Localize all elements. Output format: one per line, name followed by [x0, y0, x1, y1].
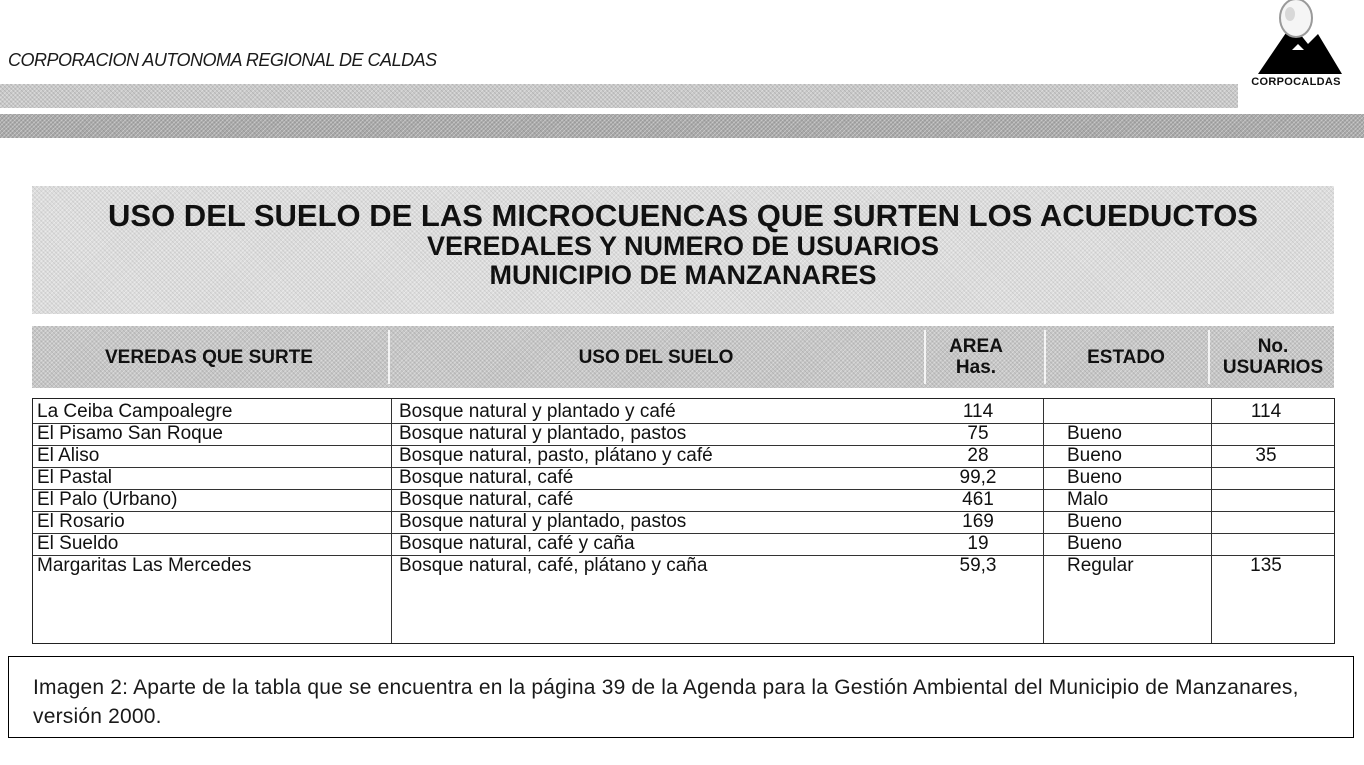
table-row — [33, 445, 1334, 468]
logo-text: CORPOCALDAS — [1251, 76, 1341, 88]
header-band-bottom — [0, 114, 1364, 138]
cell-vereda: El Pisamo San Roque — [37, 423, 223, 444]
cell-estado: Bueno — [1067, 445, 1122, 466]
data-table — [32, 398, 1335, 644]
title-line-2: VEREDALES Y NUMERO DE USUARIOS — [426, 231, 940, 261]
table-header-row — [32, 326, 1334, 388]
header-veredas: VEREDAS QUE SURTE — [105, 346, 313, 368]
cell-uso-del-suelo: Bosque natural y plantado, pastos — [399, 423, 687, 444]
table-title — [32, 186, 1334, 314]
cell-area: 461 — [962, 489, 994, 510]
cell-area: 59,3 — [959, 555, 997, 576]
table-row — [33, 423, 1334, 446]
cell-usuarios — [1211, 533, 1321, 555]
header-estado: ESTADO — [1087, 346, 1165, 368]
header-area: AREA Has. — [949, 336, 1003, 378]
cell-vereda: El Sueldo — [37, 533, 119, 554]
table-row — [33, 467, 1334, 490]
table-row — [33, 511, 1334, 534]
title-line-3: MUNICIPIO DE MANZANARES — [489, 260, 877, 290]
cell-area: 99,2 — [959, 467, 997, 488]
cell-estado: Bueno — [1067, 511, 1122, 532]
image-caption: Imagen 2: Aparte de la tabla que se encuentra en la página 39 de la Agenda para la Gestión Ambiental del Municipio de Manzanares, versión 2000. — [8, 656, 1354, 738]
header-divider — [1044, 330, 1046, 384]
organization-name: CORPORACION AUTONOMA REGIONAL DE CALDAS — [8, 50, 437, 70]
cell-usuarios — [1211, 423, 1321, 445]
header-uso-del-suelo: USO DEL SUELO — [578, 346, 734, 368]
table-row — [33, 401, 1334, 424]
cell-usuarios — [1211, 511, 1321, 533]
cell-vereda: Margaritas Las Mercedes — [37, 555, 252, 576]
cell-estado: Bueno — [1067, 423, 1122, 444]
cell-estado: Bueno — [1067, 533, 1122, 554]
cell-vereda: El Palo (Urbano) — [37, 489, 178, 510]
cell-vereda: La Ceiba Campoalegre — [37, 401, 233, 422]
cell-uso-del-suelo: Bosque natural, café — [399, 489, 574, 510]
cell-area: 114 — [962, 401, 994, 422]
cell-area: 75 — [967, 423, 989, 444]
cell-area: 169 — [962, 511, 994, 532]
cell-usuarios — [1211, 467, 1321, 489]
cell-estado: Bueno — [1067, 467, 1122, 488]
table-row — [33, 533, 1334, 556]
cell-estado — [1067, 401, 1207, 423]
cell-estado: Malo — [1067, 489, 1109, 510]
cell-area: 19 — [967, 533, 989, 554]
header-divider — [924, 330, 926, 384]
header-usuarios: No. USUARIOS — [1222, 336, 1324, 378]
table-row — [33, 555, 1334, 577]
cell-uso-del-suelo: Bosque natural y plantado, pastos — [399, 511, 687, 532]
cell-uso-del-suelo: Bosque natural, café — [399, 467, 574, 488]
cell-vereda: El Pastal — [37, 467, 112, 488]
cell-usuarios: 35 — [1255, 445, 1277, 466]
cell-uso-del-suelo: Bosque natural, café y caña — [399, 533, 635, 554]
cell-vereda: El Aliso — [37, 445, 100, 466]
cell-area: 28 — [967, 445, 989, 466]
header-divider — [1208, 330, 1210, 384]
cell-estado: Regular — [1067, 555, 1134, 576]
cell-vereda: El Rosario — [37, 511, 125, 532]
cell-uso-del-suelo: Bosque natural, pasto, plátano y café — [399, 445, 713, 466]
title-line-1: USO DEL SUELO DE LAS MICROCUENCAS QUE SURTEN LOS ACUEDUCTOS — [108, 198, 1258, 233]
header-divider — [388, 330, 390, 384]
cell-uso-del-suelo: Bosque natural, café, plátano y caña — [399, 555, 708, 576]
cell-usuarios: 135 — [1250, 555, 1282, 576]
cell-usuarios: 114 — [1250, 401, 1282, 422]
table-row — [33, 489, 1334, 512]
cell-usuarios — [1211, 489, 1321, 511]
cell-uso-del-suelo: Bosque natural y plantado y café — [399, 401, 676, 422]
header-band-top — [0, 84, 1238, 108]
